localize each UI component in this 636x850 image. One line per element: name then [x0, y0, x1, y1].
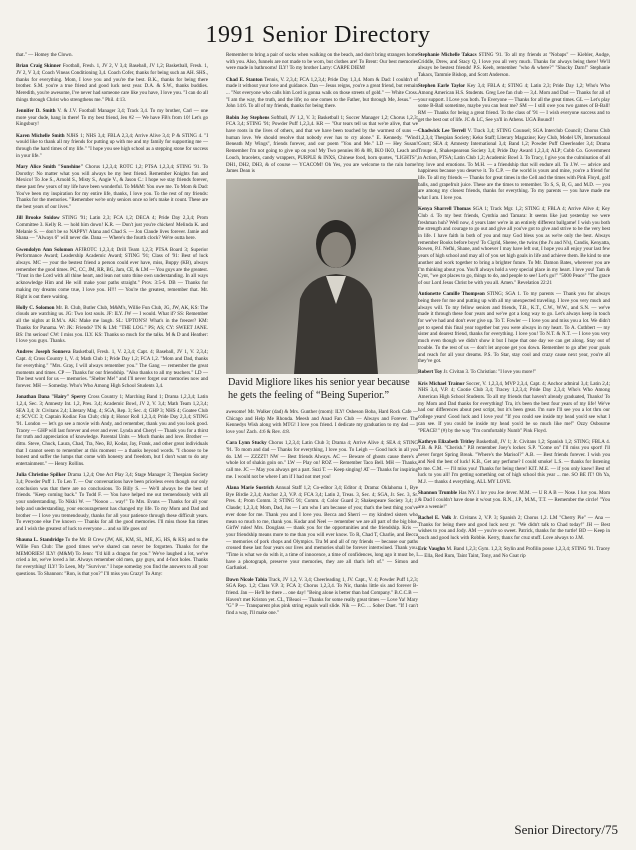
- senior-entry: [418, 52, 610, 79]
- senior-name: Eric Vaughn: [418, 546, 446, 553]
- senior-entry: [418, 128, 610, 202]
- senior-message: STING '91; Latin 2,3; FCA 1,2; DECA 4; Pride Day 2,3,4; Prom Committee 3. Kelly R. — hold him down! K.R. — Don't just you're chicken! Melinda K. and Melanie S. — don't be so NAPPY! Alana and Chad S. — Jon Claude lives forever. Jamie and Shana — "Always 6" will never die. Dana — Where's the fourth clock? We're outta here.: [16, 215, 208, 242]
- senior-message: To the Mr. B Crew (JW, AK, KM, SL, ME, JG, HS, & KS) and to the Willie Fun Club: The good times we've shared can never be forgotten. Thanks for the MEMORIES! ILY! (M&M) To Jenn: "I'd kill a dragon for you." We've laughed a lot, we've cried a lot, we've loved a lot. Always remember old men, gay guys, and 4-foot holes. Thanks for everything! ILY! To Leen, My "Survivor." I hope someday you find the answers to all your questions. To Shannon: "Ron, is that you?" I'll miss you Crazy! To Amy:: [16, 537, 208, 577]
- senior-name: Mary Alice Smith "Sunshine": [16, 163, 84, 170]
- senior-message: M. Band 1,2,3; Gym. 1,2,3; Stylin and Profilin posse 1,2,3,4; STING '91. Tracey — Ella, Red Rum, Taint Taint, Tony, and No Coat rip: [418, 546, 610, 559]
- senior-message: Basketball, Fresh. 1, V. 2,3,4; Capt. 4; Baseball, JV 1, V. 2,3,4; Capt. 4; Cross Country 1, V. 4; Math Club 1; Pride Day 1,2; FCA 1,2. "Mom and Dad, thanks for everything." "Mrs. Gray, I will always remember you." The Gang — remember the great moments and times. CP — Thanks for our friendship. "Also thanks to all my teachers." LD — The best word for us — memories. "Shelter Me!" and I'll never forget our memories now and forever. MH — Someday. Who's Who Among High School Students 3,4.: [16, 349, 208, 389]
- senior-name: Jonathan Dana "Hairy" Sperry: [16, 394, 87, 401]
- senior-name: Gwendolyn Ann Solomon: [16, 246, 73, 253]
- senior-name: Jennifer D. Smith: [16, 107, 56, 114]
- senior-message: Softball, JV 1,2, V. 3; Basketball 1; Soccer Manager 1,2; Chorus 1,2,3; FCA 3,4; STING '91; Powder Puff 1,2,3,4. KR — "Our tears tell us that we're alive, that we have roots in the lives of others, and that we have been touched by the warmest of suns — human love. We should resolve that nobody ever has to cry alone." E. Kennedy. "Wind Beneath My Wings", friends forever, and our poem "You and Me." LD — Hey Susan! Remember I'm not going to give up on you! My Two pennies 86 & 88, IKO IKO, Leach and Louch, bracelets, candy wrappers, PURPLE & INXS, Chinese food, horn quotes, "LIGHTS", DH1, DH2, DH3, & of course — YCACOM! Oh Yes, you are welcome to the rain home! James Dean is: [226, 114, 418, 175]
- senior-message: Basketball, JV 1; Jr. Civitans 1,2; Spanish 1,2; STING; FBLA 4. T.B. & P.B. "Cherish." P.B remember Joey's locker. S.P. "Come on" I'll miss you sport! I'll never forget Spring Break. "Where's the Marisol?" A.B. — Best friends forever. I wish you and Neil the best of luck! K.B., Get any perfume? I could smoke! L.S. — thanks for listening to me. C.M. — I'll miss you! Thanks for being there! KIT. M.E. — if you only knew! Best of luck to you all! I'm getting something out of high school this year ... me. SO BE IT! Oh Ya, M.J. — thanks 4 everything. ALL MY LOVE.: [418, 438, 610, 485]
- senior-entry: [418, 291, 610, 365]
- senior-name: Chad E. Stanton: [226, 76, 263, 83]
- senior-name: Kris Michael Trainor: [418, 380, 465, 387]
- senior-name: Chadwick Lee Terrell: [418, 128, 466, 135]
- senior-name: Antionette Camille Thompson: [418, 291, 485, 298]
- senior-message: that." — Homey the Clown.: [16, 52, 73, 58]
- senior-name: Kathryn Elizabeth Tritley: [418, 438, 475, 445]
- senior-message: Chorus 1,2,3,4; ROTC 1,2; PTSA 1,2,3,4; STING '91. To Dorothy: No matter what you will always be my best friend. Remember Knights fun and Mexico! To Joe S., Arnold S., Misty S., Angie V., & Jason C.: I hope we stay friends forever, these past few years of my life have been wonderful. To M&M: You owe me. To Mom & Dad: You've been my inspiration for my entire life, thanks, I love you. To the rest of my friends: Thanks for the memories. "Remember we're only seniors once so let's make it count. These are the best years of our lives.": [16, 163, 208, 211]
- senior-entry: [16, 52, 208, 59]
- senior-entry: [16, 537, 208, 577]
- senior-message: NJHS 1; NHS 3,4; FBLA 2,3,4; Arrive Alive 3,4; P & STING 4. "I would like to thank all my friends for putting up with me and my family for supporting me — through the hard times of my life." "I hope you see high school as a stepping stone for success in your life.": [16, 132, 208, 159]
- photo-caption: David Migliore likes his senior year because he gets the feeling of “Being Superior.”: [228, 377, 410, 402]
- senior-entry: [16, 108, 208, 128]
- senior-name: Cara Lynn Stucky: [226, 440, 267, 447]
- senior-entry: [16, 349, 208, 389]
- senior-name: Stephen Earle Taylor: [418, 83, 466, 90]
- senior-entry: [226, 115, 418, 175]
- senior-message: Track, JV 1,2, V. 3,4; Cheerleading 1, JV. Capt., V. 4; Powder Puff 1,2,3; SGA Rep. 1,2; Class V.P. 3; FCA 3; Chorus 1,2,3,4. To Nic, thanks little sis and forever B-friend. Jan — He'll be there ... one day! "Being alone is better than bad Company." B.C.C.B — Haven't met Kriston yet. CL, TBeaoi — Thanks for some really great times — Love Ya! Mary "G" P — Transparent plus pink string equals wall slide. Nik — P.C. ... Sober Duet. "If I can't find a way, I'll make one.": [226, 576, 418, 617]
- senior-message: Chorus 1,2,3,4; Latin Club 3; Drama 4; Arrive Alive 4; SEA 4; STING '91. To mom and dad — Thanks for everything, I love you. To Leigh — Good luck in all you do. LM — ZZZZT! NW — Best friends Always. AC — Beware of ghosts cause there's a whole lot of shakin goin on." LW — Play on! ROZ — Remember Taco Bell. MH — Thanks, call me. JC — May you always get a part. Suzi T. — Keep singing! AT — Thanks for inspiring me. I would not be where I am if I had not met you!: [226, 440, 418, 480]
- senior-entry: [226, 485, 418, 572]
- senior-message: STING; SGA 1. To my parents — Thank you for always being there for me and putting up with all my unexpected traveling. I love you very much and always will. To my fellow seniors and friends, T.B., K.T., C.W., W.W., and S.N. — we've made it through these four years and we've got a long way to go. Let's always keep in touch for we've had and don't ever give up. To T. Fowler — I love you and miss you a lot. We didn't get to spend this final year together but you were always in my heart. To A. Cuthbert — my sister and dearest friend, thanks for everything. I love you! To N.T. & N.T. — I love you very much even though we didn't show it but I hope that one day we can get along. Stay out of trouble. To the rest of us — don't let anyone get you down. Remember to go after your goals and reach for all your dreams. P.S. To Star, stay cool and crazy cause next year, you're all they've got.: [418, 291, 610, 365]
- senior-message: Jr. Civitan 3. To Christian: "I love you more!": [443, 369, 537, 376]
- column-2-bottom-entries: [226, 409, 418, 617]
- senior-entry: [16, 394, 208, 468]
- senior-name: Stephanie Michelle Takacs: [418, 52, 477, 58]
- senior-entry: [16, 215, 208, 242]
- senior-entry: [418, 369, 610, 376]
- senior-entry: [418, 490, 610, 510]
- senior-message: awesome! Mr. Walker (dad) & Mrs. Gunther (mom): ILY! Osheson Boba, Hard Rock Cafe — Chicago and Help Me Rhonda. Meesh and Anad Fan Club — Always and Forever. The Kennedys Wish along with MTG! I love you friend. I dedicate my graduation to my dad — I love you! Zach. 4:6 & Rev. 4:8.: [226, 408, 418, 436]
- senior-message: Annual Staff 1,2; Co-editor 3,4; Editor 4; Drama: Oklahoma 1, Bye Bye Birdie 2,3,4; Anchor 2,3, V.P. 4; FCA 3,4; Latin 2, Treas. 3, Sec. 4; SGA, Jr. Sec. 3, Sr. Pres. 4; Prom Comm. 3; STING 91; Comm. 4; Color Guard 2; Shakespeare Society 3,4; J. Claude; 1,2,3,4; Mom, Dad, Jus — I am who I am because of you; that's the best thing you've ever done for me. Thank you and I love you. Becca and Sherri — my kindred sisters who mean so much to me, thank you. Kodar and Neel — remember we are all part of the big blue. GirlW rules! Mrs. Douglass — thank you for the opportunities and the friendship. Kris — your friendship means more to me than you will ever know. To R, Chad T, Charlie, and Becca — memories of pork chops and Olympics. Tra M and all of my friends — because our paths crossed these last four years our lives and memories shall be forever intertwined. Thank you. "Time is what we do with it, a time of innocence, a time of confidences, long ago it must be, I have a photograph, preserve your memories, they are all that's left of." — Simon and Garfunkel.: [226, 484, 418, 572]
- senior-entry: [226, 52, 418, 72]
- senior-message: Soccer, V. 1,2,3,4, MVP 2,3,4, Capt. 4; Anchor admiral 3,4; Latin 2,4; NHS 3,4, V.P. 4; Cootie Club 3,4; Tracey 1,2,3,4; Pride Day 2,3,4; Who's Who Among American High School Students. To all my friends that haven't already graduated, Thanks! To my Mom and Dad thanks for everything! Tra, it's been the best four years of my life! We've had our differences about pest script, but it's been great. I'm sure I'll see you a lot thru our college years! Good luck and I love you! "If you could see inside my head you'd see what I can see. If you could be inside my head you'd be so much like me!" Ozzy Osbourne "PEACE!" (#) by the way "I'm comfortably Numb" Pink Floyd.: [418, 380, 610, 434]
- senior-message: Remember to bring a pair of socks when walking on the beach, and don't bring strangers home with you. Also, funnels are not made to be worn, but clothes are! To Brent: Our best memories were made in bathrooms! ILY! To my brother Larry: CARPE DIEM!: [226, 52, 418, 72]
- senior-message: Football, Fresh. 1, JV 2, V 3,4; Baseball, JV 1,2; Basketball, Fresh. 1, JV 2, V 3,4; Coach Vineas Conditioning 3,4. Coach Cofer, thanks for being such an AH. SHS., thanks for everything. Mom, I love you and you're the best. B.K., thanks for being there brother. S.M. you're a true friend and good luck next year. D.A. & S.W., thanks buddies. Meredith, you're awesome, I've never had someone care like you have, I love you. "I can do all things through Christ who strengthens me." Phil. 4:13.: [16, 63, 208, 103]
- senior-name: Andrew Joseph Sonneva: [16, 349, 71, 356]
- senior-message: Jr. Civitans 2, V.P. 3; Spanish 2; Chorus 1,2. LM "Cherry Pie" — Ana — Thanks for being there and good luck next yr. "We didn't talk to Chad today!" JH — Best wishes to you and Jody. AM — you're so sweet. Patrick, thanks for the turtle! BD — Keep in touch and good luck with Robbie. Kerry, thanx for cruz stuff. Love always to J.M.: [418, 514, 610, 541]
- senior-entry: [16, 247, 208, 301]
- senior-name: Alana Marie Sustrich: [226, 484, 274, 491]
- senior-name: Kenya Sharrell Thomas: [418, 206, 471, 213]
- senior-entry: [418, 546, 610, 559]
- senior-message: Mr. B. Club, Butler Club, M&M's, Willie Fun Club, JG, JW, AK, KS: The clouds are watching us. JG: Two lost souls. JF: ILY. JW — I would. What if? SS: Remember all the nights at B.M.'s. AK: Make me laugh. SL: UPTON'S! What's in the freezer? KM: Thanks for Panama. W: JK: Friends? TN & LM: "THE LOG." PS; AS; CY: SWEET JANE. BS: I'm serious! CW: I miss you. ILY. KS: Thanks so much for the talks. M & D and Heather: I love you guys. Thanks.: [16, 304, 208, 345]
- senior-name: Robin Joy Stephens: [226, 114, 270, 121]
- senior-message: V. & J.V. Football Manager 3,4; Track 3,4. To my brother, Carl — one more year dude, hang in there! To my best friend, Jen #2 — We have FB's from 10! Let's go Kingsbury!: [16, 107, 208, 128]
- senior-name: Jill Brooke Snidow: [16, 215, 60, 222]
- senior-entry: [418, 83, 610, 123]
- senior-message: Has NY. I luv you Joe 4ever. M.M. — U R A B — Nose. I luv you. Mom & Dad I couldn't have done it w/out you. R.N., J.P., M.M., T.T. — Remember the circle! "You are a weenie!": [418, 490, 610, 510]
- senior-entry: [226, 409, 418, 436]
- senior-entry: [226, 440, 418, 480]
- senior-name: Shannon Trumble: [418, 490, 458, 497]
- senior-entry: [226, 577, 418, 617]
- senior-message: AFJROTC 1,2,3,4; Drill Team 1,2,3; PTSA Board 3; Superior Performance Award; Leadership Academic Award; STING '91; Class of '91: Best of luck always. MC — your the bestest friend a person could ever have, miss, Buppy (KB), always remember the good times. PC, CC, JM, RR, BG, Jam, CE, & LM — You guys are the greatest. "Trust in the Lord with all thine heart, and lean not unto thine own understanding. In all ways acknowledge Him and He will make your paths straight." Prov. 3:5-6. DB — Thanks for making my dreams come true, I love you. H!!! — You're the greatest, remember that. Mr. Right is out there waiting.: [16, 246, 208, 300]
- senior-entry: [418, 439, 610, 486]
- senior-name: Rachel E. Volk: [418, 514, 452, 521]
- senior-message: STING '91. To all my friends at "Nobaps" — Kiebler, Audge, Criddle, Drew, and Stacy Q, I love you all very much. Thanks for always being there! We'll always be bestest friends! P.S. Keeb, remember "who & where?" "Shucky Darn!" Stephanie Takacs, Tammie Bishop, and Scott Anderson.: [418, 52, 610, 79]
- senior-entry: [16, 472, 208, 532]
- senior-name: Shauna L. Standridge: [16, 537, 64, 544]
- senior-entry: [418, 381, 610, 435]
- senior-entry: [16, 63, 208, 103]
- senior-message: SGA 1; Track Mgr. 1,2; STING 4; FBLA 4; Arrive Alive 4; Key Club 4. To my best friends, Cynthia and Tamara: It seems like just yesterday we were freshman huh? Well now, 4 years later we're in an entirely different ballgame! I wish you both the strength and courage to go out and give all you've got to give and strive to be the very best in life. I have faith in both of you and may God bless you as we're only the best. Always remember Books before boys! To Cigrid, Sheree, the twins (the J's and N's), Candis, Kenyatta, Rowen, P.J. Nefhi, Shane, and whoever I may have left out, I hope you all enjoy your last few years of high school and may all of you set high goals in life and achieve them. Be kind to one another and work together to bring a brighter future. To Mr. Damon Bates, wherever you are I'm thinking about you. You'll always hold a very special place in my heart. I love you! Tam & Cynt, "we got places to go, things to do, and people to see! Let's go!" "5000 Peace" "The grace of our Lord Jesus Christ be with you all. Amen." Revelation 22:21: [418, 206, 610, 286]
- senior-entry: [16, 133, 208, 160]
- directory-column-3: [418, 52, 610, 817]
- senior-photo: [226, 179, 418, 374]
- senior-name: Robert Toy: [418, 369, 443, 376]
- page-title: 1991 Senior Directory: [205, 22, 431, 48]
- senior-entry: [16, 164, 208, 211]
- senior-entry: [418, 515, 610, 542]
- student-portrait-silhouette: [286, 204, 381, 374]
- senior-entry: [226, 77, 418, 111]
- senior-message: Key 3,4; FBLA 4; STING 4; Latin 2,3; Pride Day 1,2; Who's Who Among American H.S. Students. Greg Lee fan club — 3,4. Mom and Dad — Thanks for all of your support. I Love you both. To Everyone — Thanks for all the great times. GL — Let's play some B-Ball sometime, maybe you can beat me? SM — I still owe you two games of B-Ball! RM — Thanks for being a great friend. To the class of '91 — I wish everyone success and to get the best out of life. JC & LC, See ya'll in Athens. UGA Bound!!: [418, 83, 610, 123]
- senior-entry: [16, 305, 208, 345]
- senior-message: Cross Country 1; Marching Band 1; Drama 1,2,3,4; Latin 1,2,4, Sec. 3; Amnesty Int. 1,2, Pres. 3,4; Academic Bowl, JV 2, V. 3,4; Math Team 1,2,3,4; SEA 3,4; Jr. Civitans 2,4; Literary Mag. 4; SGA, Rep. 3; Sec. 4; GHP 3; NHS 4; Goatee Club 4; SCVCC 3; Captain Kodiac Fan Club; chip 4; Honor Roll 1,2,3,4; Pride Day 2,3,4; STING '91. London — let's go see a movie with Andy, and remember, thank you and you look good. Tracey — GHP will last forever and ever and ever. Lynda and Cheryl — Thank you for a thirst for truth and appreciation of knowledge. Parental Units — Much thanks and love. Brother — ditto. Steve, Chuck, Laura, Chad, Tra, Neo, BJ, Kodar, Jay, Frank, and other great individuals that I cannot seem to remember at this moment — a thanks beyond words. "I choose to be honest and suffer the lumps that come with honesty and freedom, but I don't want to do any entertainment." — Henry Rollins.: [16, 394, 208, 468]
- column-2-top-entries: [226, 52, 418, 175]
- senior-name: Holly C. Solomon: [16, 304, 55, 311]
- directory-column-2: [226, 52, 418, 827]
- senior-name: Brian Craig Skinner: [16, 63, 62, 70]
- senior-name: Julia Christine Spilker: [16, 472, 66, 479]
- senior-entry: [418, 206, 610, 286]
- directory-column-1: [16, 52, 208, 827]
- senior-name: Dawn Nicole Tabia: [226, 576, 268, 583]
- senior-message: V. Track 3,4; STING Counsel; SGA Interclub Council; Chorus Club 1,2,3,4; Thespian Society; Keko Staff; Literary Magazine; Key Club, Model UN, International Court; SEA 4; Amnesty International 3,4; Band 1,2; Powder Puff Cheerleader 3,4; Drama Troupe 4, Shakespearean Society 3,4; Pride Day Award 1,2,3,4; ALP; Cobb Co. Government in Action, PTSA; Latin Club 1,2; Academic Bowl 3. To Tracy, I give you the culmination of all my love and emotions. To M.H. — a friendship that will endure all. To J.W. — advice and happiness because you deserve it. To C.P. — the world is yours and mine, you're a friend for life. To all my friends — Thanks for great times in the Cell and the times with Pink Floyd, golf balls, and grapefruit juice. These are the times to remember. To S, S, B, G, and M.D. — you are among my closest friends, thanks for everything. To my parents — you have made me what I am. I love you.: [418, 128, 610, 202]
- senior-message: Tennis, V. 2,3,4; FCA 1,2,3,4; Pride Day 1,3,4. Mom & Dad: I couldn't of made it without your love and guidance. Dan — Jesus reigns, you're a great friend, but remain ... "Not everyone who calls him Lord is gonna walk on those streets of gold." — White Cross. "I am the way, the truth, and the life; no one comes to the Father, but through Me, Jesus." — John 14:6. To all of my friends, thanks for being there.: [226, 76, 418, 110]
- senior-name: Karen Michelle Smith: [16, 132, 65, 139]
- senior-message: Drama 1,2,4; One Act Play 3,4; Stage Manager 3; Thespian Society 3,4; Powder Puff 1. To Len T. — Our conversations have been priceless even though our only conclusion was that there are no conclusions. To Billy S. — We'll always be the best of friends. "Keep coming back." To Todd F. — You have helped me out tremendously with all your understanding. To Nikki W. — "Noooo ... way!" To Mrs. Evans — Thanks for all your help and understanding, your encouragement has changed my life. To my Mom and Dad and brother — I love you tremendously, thanks for all your patience through these difficult years. To everyone else I've known — Thanks for all the good memories. I'll miss those fun times and I wish the greatest of luck to everyone ... and so life goes on!: [16, 472, 208, 532]
- page-footer: Senior Directory/75: [514, 822, 618, 837]
